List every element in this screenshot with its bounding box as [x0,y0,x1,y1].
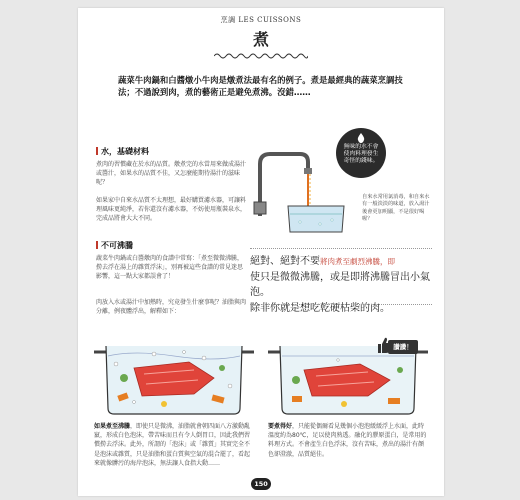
page-title: 煮 [252,30,269,49]
quote-line-2: 使只是微微沸騰，或是即將沸騰冒出小氣泡。 [250,271,430,298]
section-marker [96,241,98,249]
boil-paragraph-2: 肉放入水或湯汁中加熱時，究竟發生什麼事呢？油脂與肉分離，例夜體浮出，解釋如下： [96,299,247,316]
water-section-title: 水，基礎材料 [96,146,149,157]
running-title: 烹調 LES CUISSONS [220,16,302,24]
boil-section-title: 不可沸騰 [96,240,133,251]
tip-bubble: 無味的水不會使肉料理發生奇怪的錢味。 [336,128,386,178]
boiling-caption-text: ，即使只是微沸，油脂就會朝四面八方激動亂竄，形成白色泡沫，帶苦味而且有令人倒胃口，因此我們習慣撈去浮沫。此外，所謂的「泡沫」或「雜質」其實完全不是泡沫或雜質，只是油脂和蛋白質與空氣的混合罷了，看起來就像髒污的海岸泡沫，無法讓人食指大動…… [94,423,251,467]
boiling-pot-illustration [94,338,254,416]
badge-label: 讚讚！ [388,340,418,354]
water-paragraph-1: 煮肉的習慣藏在於水的品質。燉煮完的水當用來做成湯汁或醬汁，如果水的品質不佳，又怎麼能期待湯汁的滋味呢？ [96,161,247,187]
thumbs-up-badge [376,330,420,362]
simmer-caption [268,422,428,459]
water-paragraph-2: 如果家中自來水品質不太理想，最好購買濾水器，可讓料理風味更純淨，若你還沒有濾水器，不妨使用瓶裝泉水，完成品將會大大不同。 [96,197,247,223]
wavy-divider [214,52,308,60]
intro-text: 蔬菜牛肉鍋和白醬燉小牛肉是燉煮法最有名的例子。煮是最經典的蔬菜烹調技法；不過說到肉，煮的藝術正是避免煮沸。沒錯…… [118,75,403,98]
quote-line-1: 將肉煮至劇烈沸騰，即 [320,257,395,266]
book-page [78,8,444,496]
quote-emphasis: 絕對、絕對不要 [250,256,320,267]
section-marker [96,147,98,155]
page-number: 150 [251,478,271,490]
quote-top-rule [250,248,432,249]
quote-line-3: 除非你就是想吃乾硬枯柴的肉。 [250,302,390,314]
boil-paragraph-1: 蔬菜牛肉鍋或白醬燉肉的食譜中常寫：「煮至微微沸騰，撈去浮在湯上的雜質浮沫」，別再被這些食譜的常見迷思影響，這一點大家都誤會了！ [96,255,244,281]
quote-bottom-rule [250,304,432,305]
faucet-note: 自來水常用氯消毒，和自來水有一般淡淡的味道，放入湯汁後會更加明顯，不是很好喝喔？ [362,194,430,223]
simmer-caption-text: ，只能從偶爾看見幾個小泡泡緩緩浮上水面，此時溫度約為80℃，足以使肉熟透。融化的膠原蛋白，是常用的料理方式。不會產生白色浮沫，沒有苦味，煮出的湯汁有顏色卻澄澈，品質絕佳。 [268,423,427,458]
boiling-caption [94,422,254,468]
simmer-caption-lead: 要煮得好 [268,423,293,430]
boiling-caption-lead: 如果煮至沸騰 [94,423,131,430]
water-drop-icon [357,133,365,143]
pull-quote [250,254,432,316]
